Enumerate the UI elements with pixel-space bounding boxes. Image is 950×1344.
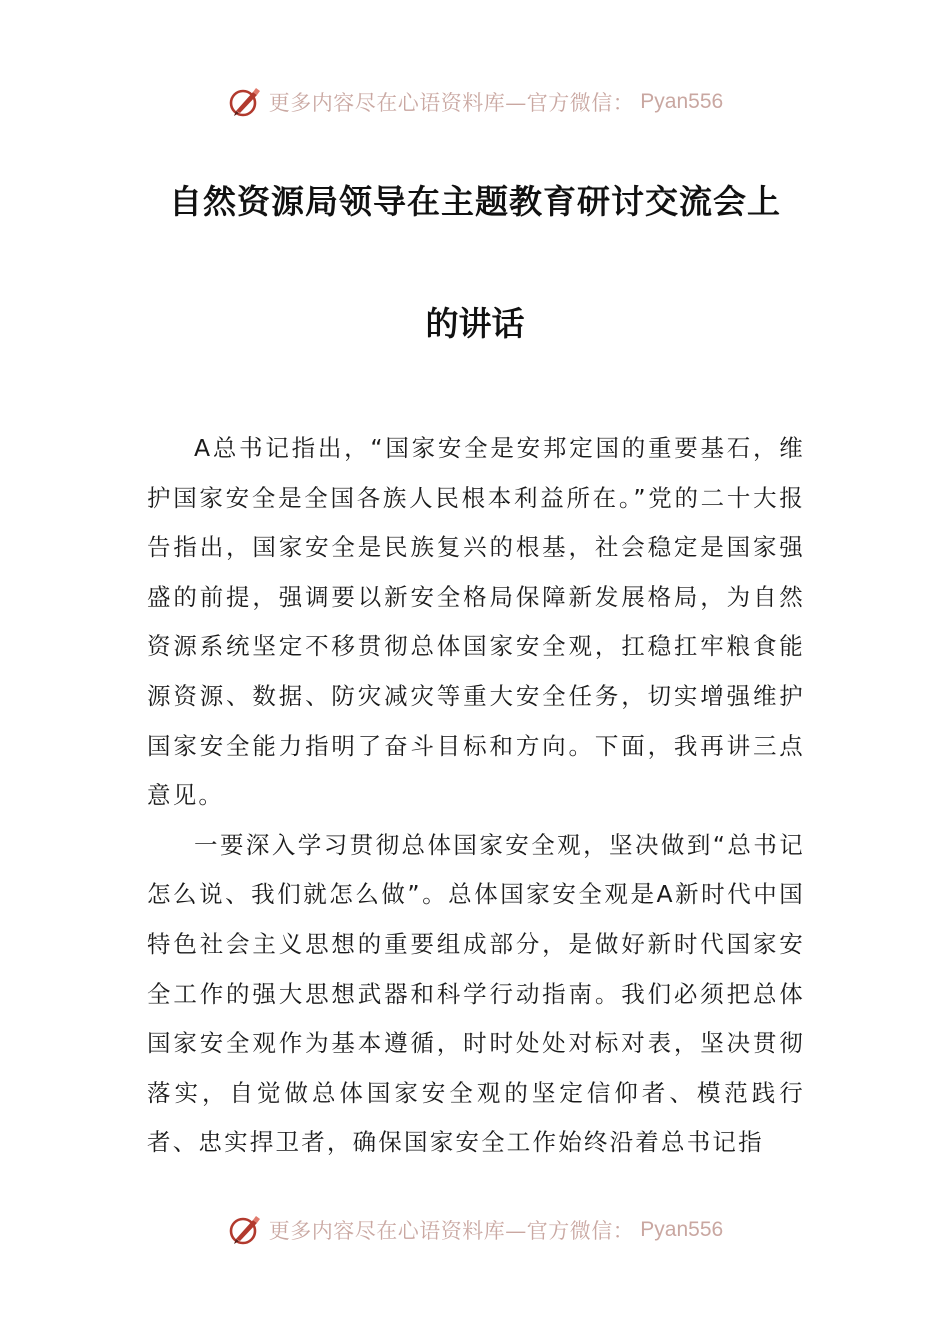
- footer-watermark-banner: [0, 1210, 950, 1250]
- paragraph-2: 一要深入学习贯彻总体国家安全观，坚决做到“总书记怎么说、我们就怎么做”。总体国家安全观是A新时代中国特色社会主义思想的重要组成部分，是做好新时代国家安全工作的强大思想武器和科学行动指南。我们必须把总体国家安全观作为基本遵循，时时处处对标对表，坚决贯彻落实，自觉做总体国家安全观的坚定信仰者、模范践行者、忠实捍卫者，确保国家安全工作始终沿着总书记指: [147, 830, 805, 1157]
- document-body: [147, 424, 805, 1168]
- footer-watermark-text: 更多内容尽在心语资料库—官方微信：: [268, 1219, 635, 1243]
- document-title-line-1: 自然资源局领导在主题教育研讨交流会上: [169, 182, 781, 221]
- header-watermark-banner: [0, 82, 950, 122]
- paragraph-1: A总书记指出，“国家安全是安邦定国的重要基石，维护国家安全是全国各族人民根本利益所在。”党的二十大报告指出，国家安全是民族复兴的根基，社会稳定是国家强盛的前提，强调要以新安全格局保障新发展格局，为自然资源系统坚定不移贯彻总体国家安全观，扛稳扛牢粮食能源资源、数据、防灾减灾等重大安全任务，切实增强维护国家安全能力指明了奋斗目标和方向。下面，我再讲三点意见。: [147, 434, 805, 810]
- header-wechat-id: Pyan556: [640, 90, 724, 113]
- pen-in-circle-logo-icon: [227, 84, 263, 120]
- pen-in-circle-logo-icon: [227, 1212, 263, 1248]
- document-title-line-2: 的讲话: [425, 304, 525, 343]
- footer-wechat-id: Pyan556: [640, 1218, 724, 1241]
- header-watermark-text: 更多内容尽在心语资料库—官方微信：: [268, 91, 635, 115]
